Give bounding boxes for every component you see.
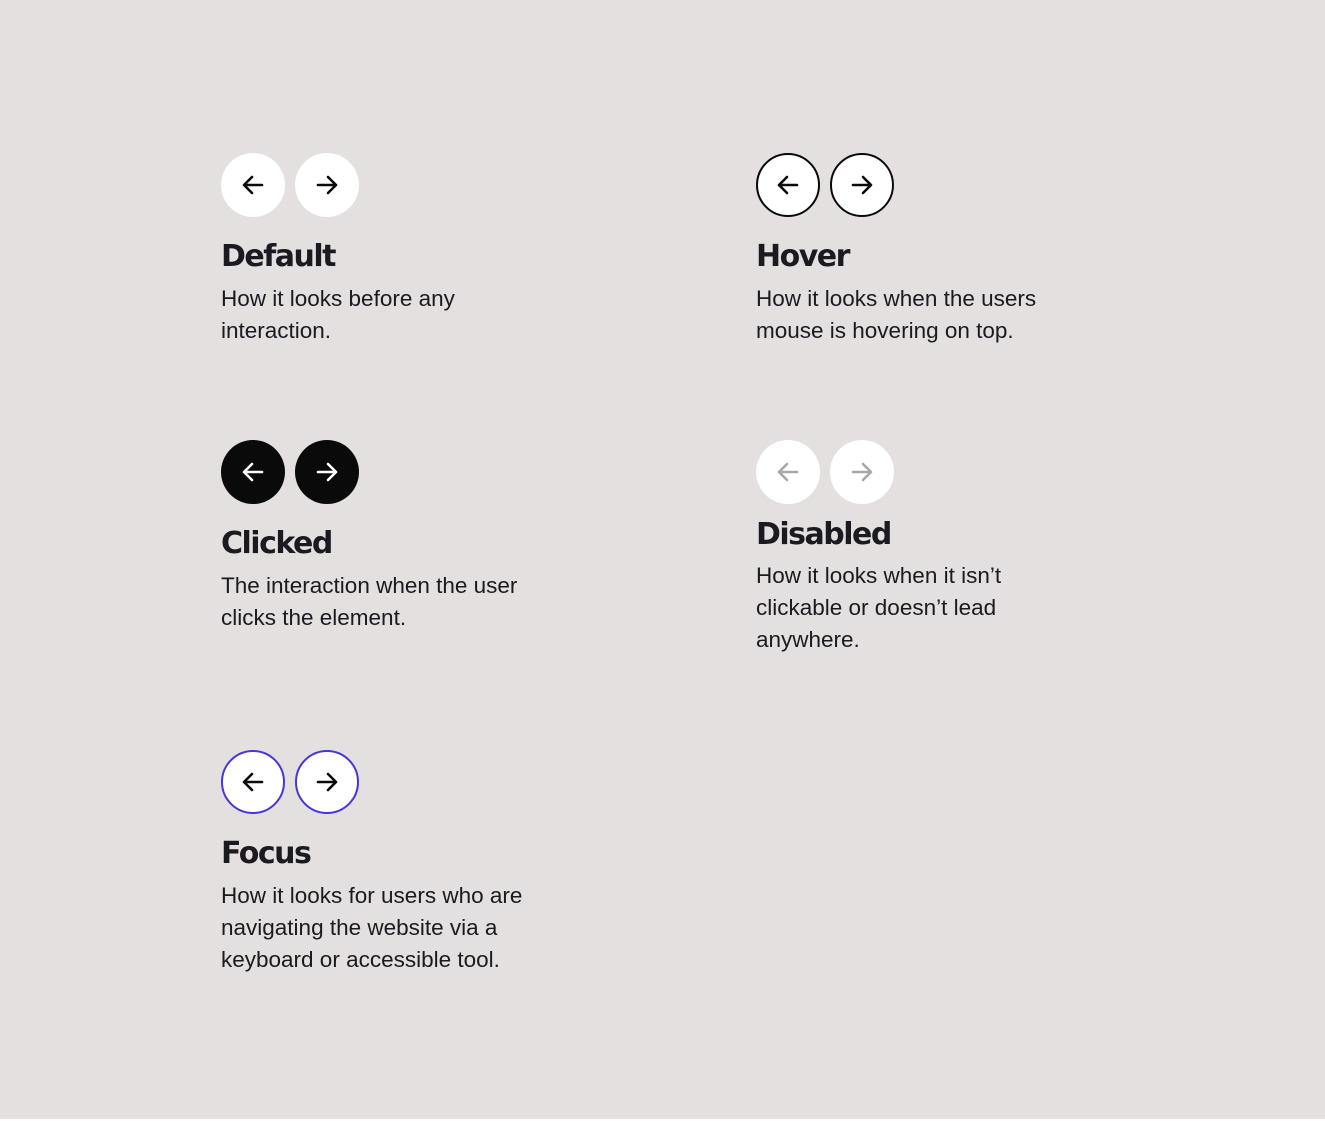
- state-title-focus: Focus: [221, 836, 311, 871]
- state-default: [221, 153, 581, 347]
- state-description-hover: How it looks when the users mouse is hovering on top.: [756, 286, 1037, 343]
- state-title-disabled: Disabled: [756, 517, 891, 552]
- arrow-right-icon: [313, 768, 341, 796]
- state-description-disabled: How it looks when it isn’t clickable or doesn’t lead anywhere.: [756, 563, 1002, 652]
- previous-button-default[interactable]: [221, 153, 285, 217]
- next-button-hover[interactable]: [830, 153, 894, 217]
- state-title-hover: Hover: [756, 239, 849, 274]
- state-description-default: How it looks before any interaction.: [221, 286, 455, 343]
- state-title-default: Default: [221, 239, 336, 274]
- arrow-left-icon: [774, 171, 802, 199]
- arrow-left-icon: [239, 171, 267, 199]
- button-pair-default: [221, 153, 581, 219]
- arrow-right-icon: [848, 171, 876, 199]
- arrow-left-icon: [774, 458, 802, 486]
- state-description-clicked: The interaction when the user clicks the element.: [221, 573, 518, 630]
- arrow-left-icon: [239, 458, 267, 486]
- state-disabled: [756, 440, 1116, 656]
- arrow-right-icon: [848, 458, 876, 486]
- previous-button-clicked[interactable]: [221, 440, 285, 504]
- next-button-default[interactable]: [295, 153, 359, 217]
- button-pair-focus: [221, 750, 581, 816]
- next-button-focus[interactable]: [295, 750, 359, 814]
- button-pair-hover: [756, 153, 1116, 219]
- arrow-right-icon: [313, 458, 341, 486]
- next-button-clicked[interactable]: [295, 440, 359, 504]
- state-focus: [221, 750, 581, 976]
- previous-button-focus[interactable]: [221, 750, 285, 814]
- arrow-right-icon: [313, 171, 341, 199]
- state-title-clicked: Clicked: [221, 526, 332, 561]
- previous-button-hover[interactable]: [756, 153, 820, 217]
- next-button-disabled[interactable]: [830, 440, 894, 504]
- button-pair-clicked: [221, 440, 581, 506]
- previous-button-disabled[interactable]: [756, 440, 820, 504]
- state-hover: [756, 153, 1116, 347]
- arrow-left-icon: [239, 768, 267, 796]
- button-pair-disabled: [756, 440, 1116, 506]
- state-clicked: [221, 440, 581, 634]
- state-description-focus: How it looks for users who are navigating the website via a keyboard or accessible tool.: [221, 883, 523, 972]
